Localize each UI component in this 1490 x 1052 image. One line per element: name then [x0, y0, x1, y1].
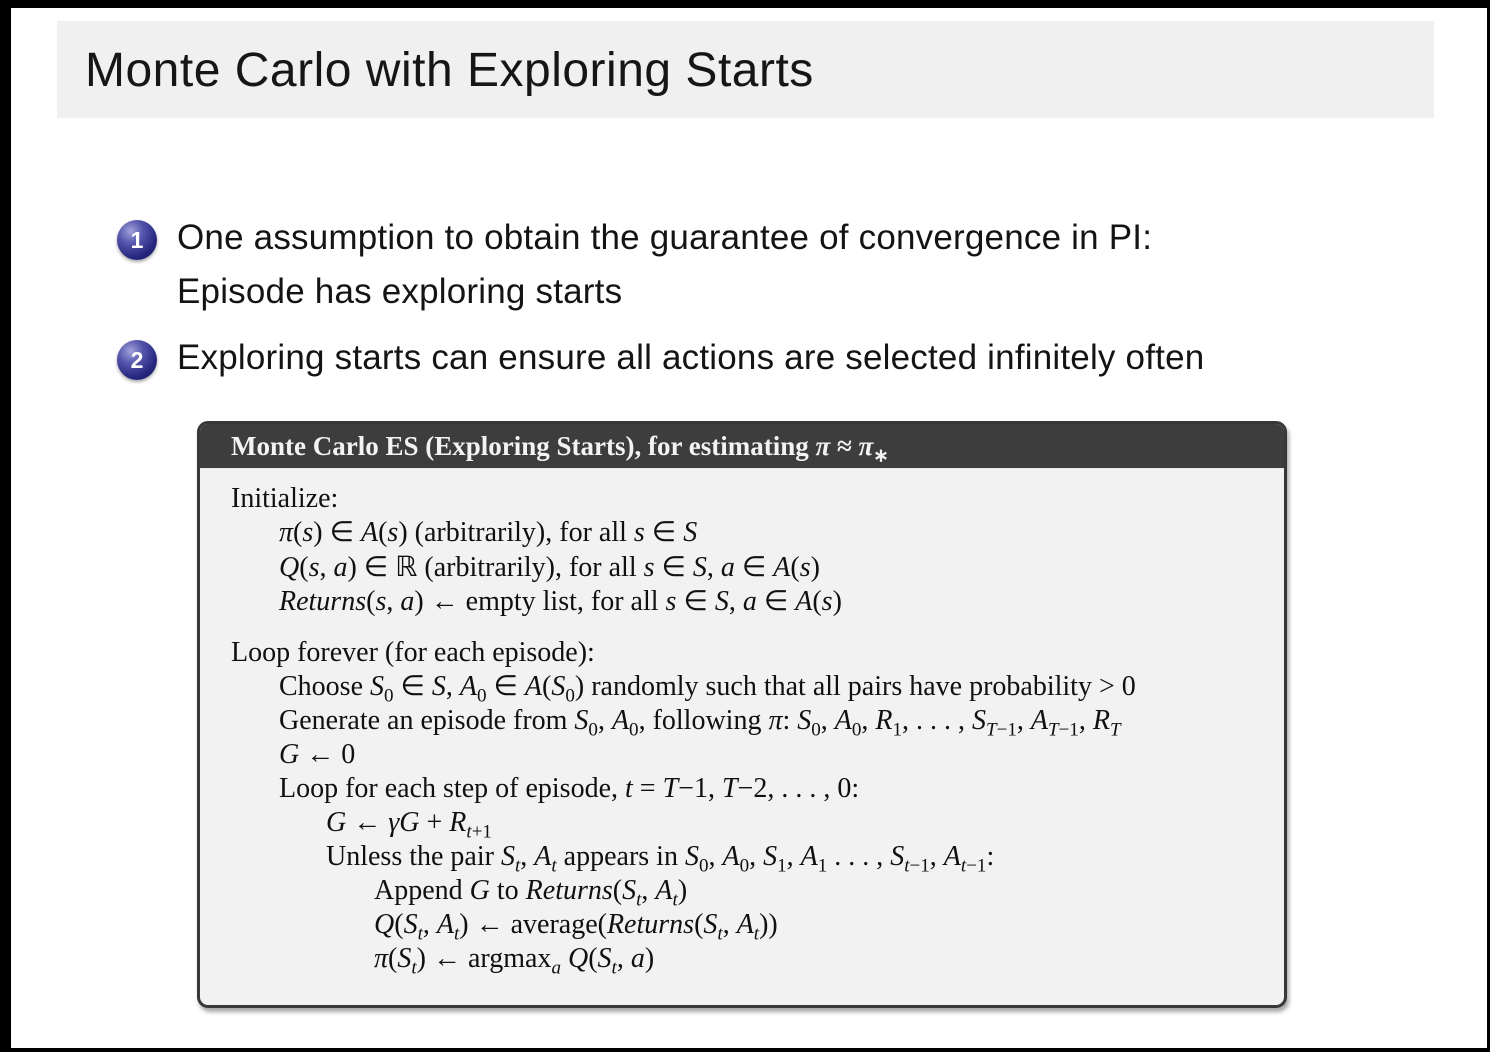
slide-content	[11, 8, 1487, 1048]
bullet-text-2: Exploring starts can ensure all actions are selected infinitely often	[177, 338, 1205, 377]
algorithm-box-title: Monte Carlo ES (Exploring Starts), for estimating $\pi \approx \pi_∗$	[200, 424, 1284, 469]
algorithm-line: Loop forever (for each episode):	[231, 637, 595, 668]
page-title: Monte Carlo with Exploring Starts	[85, 44, 814, 97]
bullet-number-badge-2: 2	[117, 340, 157, 380]
algorithm-line: Unless the pair $S_t$, $A_t$ appears in $S_0$, $A_0$, $S_1$, $A_1$ . . . , $S_{t-1}$, $A_{t-1}$:	[326, 841, 995, 877]
bullet-text-1: One assumption to obtain the guarantee of convergence in PI: Episode has exploring starts	[177, 218, 1153, 311]
algorithm-line: Loop for each step of episode, t = T−1, T−2, . . . , 0:	[279, 773, 860, 804]
algorithm-line: Generate an episode from $S_0$, $A_0$, following π: $S_0$, $A_0$, $R_1$, . . . , $S_{T-1}$, $A_{T-1}$, $R_T$	[279, 705, 1121, 741]
algorithm-line: Initialize:	[231, 483, 339, 514]
algorithm-line: $Q(S_t$, $A_t$) ← $average(Returns(S_t$, $A_t$))	[374, 909, 778, 945]
bullet-number-badge-1: 1	[117, 220, 157, 260]
algorithm-line: π(s) ∈ A(s) (arbitrarily), for all s ∈ S	[279, 517, 698, 548]
algorithm-box	[197, 421, 1287, 1008]
algorithm-line: Append G to $Returns(S_t$, $A_t$)	[374, 875, 688, 911]
algorithm-line: Q(s, a) ∈ ℝ (arbitrarily), for all s ∈ S, a ∈ A(s)	[279, 550, 820, 583]
algorithm-line: G ← $\gamma G + R_{t+1}$	[326, 807, 492, 843]
bullet-item-2	[117, 331, 1417, 385]
algorithm-line: Choose $S_0$ ∈ S, $A_0$ ∈ $A(S_0)$ randomly such that all pairs have probability > 0	[279, 671, 1136, 707]
slide-title-bar	[57, 21, 1434, 118]
algorithm-line: G ← 0	[279, 739, 356, 770]
algorithm-box-body	[200, 469, 1284, 979]
bullet-item-1	[117, 211, 1417, 319]
algorithm-line: $\pi(S_t)$ ← argmax$_a$ $Q(S_t$, a)	[374, 943, 655, 979]
algorithm-line: Returns(s, a) ← empty list, for all s ∈ S, a ∈ A(s)	[279, 586, 842, 617]
